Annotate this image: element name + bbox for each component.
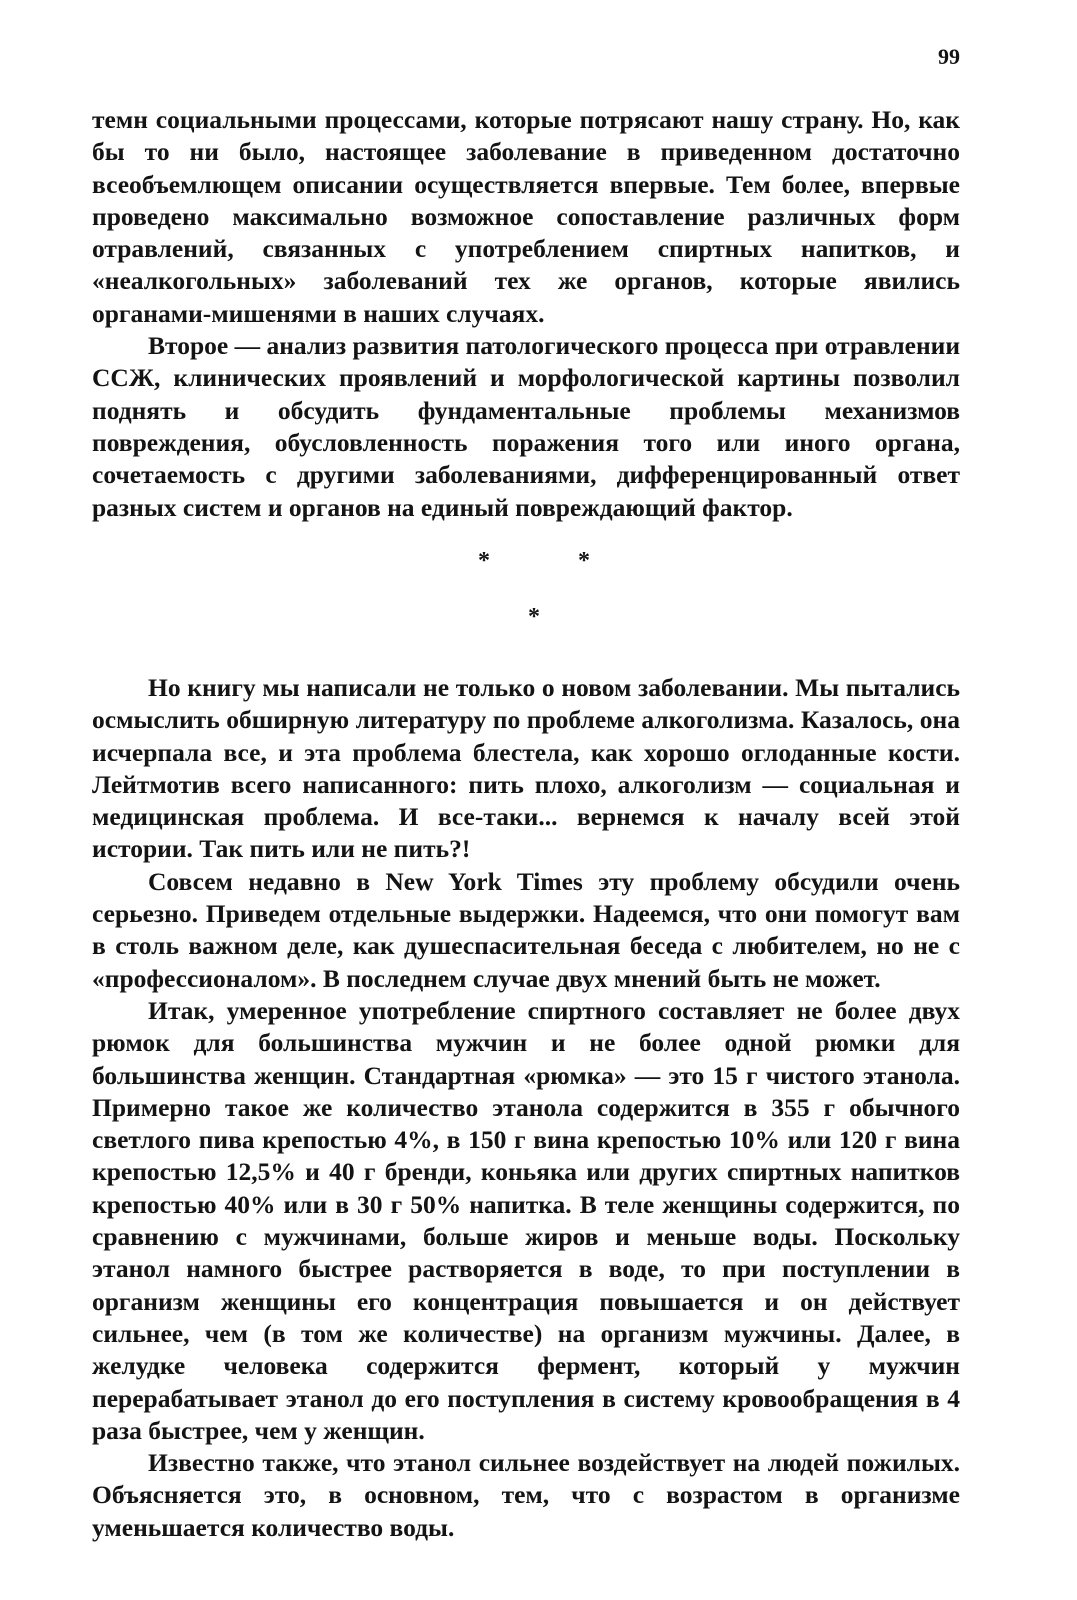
paragraph-continued: темн социальными процессами, которые потрясают нашу страну. Но, как бы то ни было, настоящее заболевание в приведенном достаточно всеобъемлющем описании осуществляется впервые. Тем более, впервые проведено максимально возможное сопоставление различных форм отравлений, связанных с употреблением спиртных напитков, и «неалкогольных» заболеваний тех же органов, которые явились органами-мишенями в наших случаях. (92, 105, 960, 328)
paragraph-moderate-consumption: Итак, умеренное употребление спиртного составляет не более двух рюмок для большинства мужчин и не более одной рюмки для большинства женщин. Стандартная «рюмка» — это 15 г чистого этанола. Примерно такое же количество этанола содержится в 355 г обычного светлого пива крепостью 4%, в 150 г вина крепостью 10% или 120 г вина крепостью 12,5% и 40 г бренди, коньяка или других спиртных напитков крепостью 40% или в 30 г 50% напитка. В теле женщины содержится, по сравнению с мужчинами, больше жиров и меньше воды. Поскольку этанол намного быстрее растворяется в воде, то при поступлении в организм женщины его концентрация повышается и он действует сильнее, чем (в том же количестве) на организм мужчины. Далее, в желудке человека содержится фермент, который у мужчин перерабатывает этанол до его поступления в систему кровообращения в 4 раза быстрее, чем у женщин. (92, 995, 960, 1445)
paragraph-book-purpose: Но книгу мы написали не только о новом заболевании. Мы пытались осмыслить обширную литературу по проблеме алкоголизма. Казалось, она исчерпала все, и эта проблема блестела, как хорошо оглоданные кости. Лейтмотив всего написанного: пить плохо, алкоголизм — социальная и медицинская проблема. И все-таки... вернемся к началу всей этой истории. Так пить или не пить?! (92, 673, 960, 864)
asterisk-3: * (528, 604, 540, 630)
book-page (92, 0, 960, 1600)
paragraph-new-york-times: Совсем недавно в New York Times эту проблему обсудили очень серьезно. Приведем отдельные выдержки. Надеемся, что они помогут вам в столь важном деле, как душеспасительная беседа с любителем, но не с «профессионалом». В последнем случае двух мнений быть не может. (92, 866, 960, 993)
asterisk-1: * (478, 548, 490, 574)
section-divider-asterisms (92, 548, 960, 638)
paragraph-elderly: Известно также, что этанол сильнее воздействует на людей пожилых. Объясняется это, в основном, тем, что с возрастом в организме уменьшается количество воды. (92, 1448, 960, 1542)
text-block-bottom (92, 672, 960, 1544)
asterisk-2: * (578, 548, 590, 574)
page-number: 99 (938, 44, 960, 69)
paragraph-second-point: Второе — анализ развития патологического процесса при отравлении ССЖ, клинических проявлений и морфологической картины позволил поднять и обсудить фундаментальные проблемы механизмов повреждения, обусловленность поражения того или иного органа, сочетаемость с другими заболеваниями, дифференцированный ответ разных систем и органов на единый повреждающий фактор. (92, 331, 961, 522)
text-block-top (92, 104, 960, 524)
